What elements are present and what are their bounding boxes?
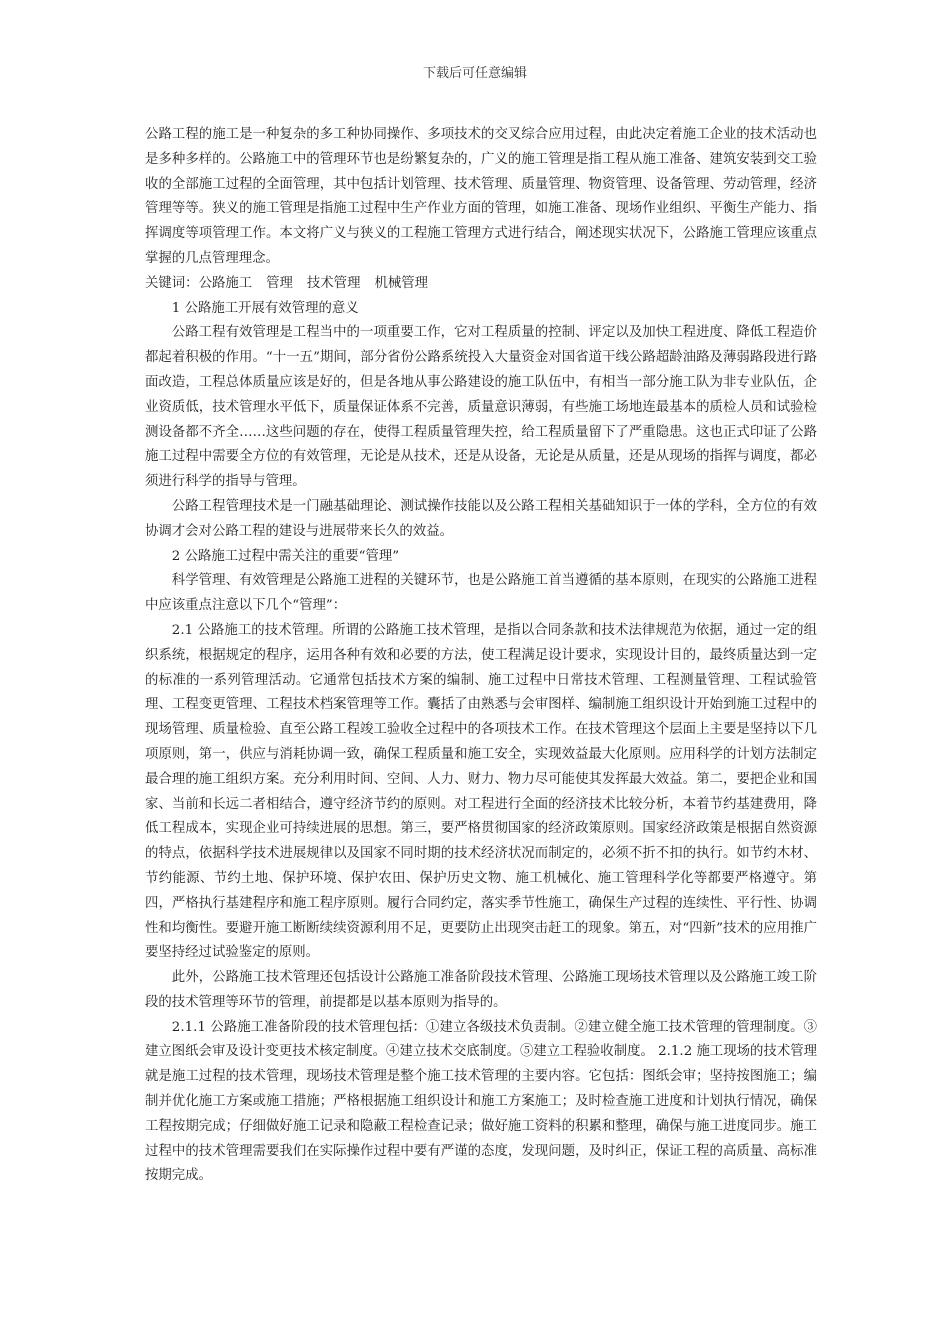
section-1-paragraph-1: 公路工程有效管理是工程当中的一项重要工作，它对工程质量的控制、评定以及加快工程进度、降低工程造价都起着积极的作用。“十一五”期间，部分省份公路系统投入大量资金对国省道干线公路超龄油路及薄弱路段进行路面改造，工程总体质量应该是好的，但是各地从事公路建设的施工队伍中，有相当一部分施工队为非专业队伍，企业资质低，技术管理水平低下，质量保证体系不完善，质量意识薄弱，有些施工场地连最基本的质检人员和试验检测设备都不齐全……这些问题的存在，使得工程质量管理失控，给工程质量留下了严重隐患。这也正式印证了公路施工过程中需要全方位的有效管理，无论是从技术，还是从设备，无论是从质量，还是从现场的指挥与调度，都必须进行科学的指导与管理。 bbox=[145, 325, 817, 490]
section-2-paragraph-1: 科学管理、有效管理是公路施工进程的关键环节，也是公路施工首当遵循的基本原则，在现实的公路施工进程中应该重点注意以下几个“管理”： bbox=[145, 573, 817, 614]
section-2-title: 2 公路施工过程中需关注的重要“管理” bbox=[171, 548, 400, 564]
page-header: 下载后可任意编辑 bbox=[422, 66, 527, 81]
section-2-1-extra-paragraph: 此外，公路施工技术管理还包括设计公路施工准备阶段技术管理、公路施工现场技术管理以及公路施工竣工阶段的技术管理等环节的管理，前提都是以基本原则为指导的。 bbox=[145, 970, 817, 1010]
abstract-paragraph: 公路工程的施工是一种复杂的多工种协同操作、多项技术的交叉综合应用过程，由此决定着施工企业的技术活动也是多种多样的。公路施工中的管理环节也是纷繁复杂的，广义的施工管理是指工程从施工准备、建筑安装到交工验收的全部施工过程的全面管理，其中包括计划管理、技术管理、质量管理、物资管理、设备管理、劳动管理，经济管理等等。狭义的施工管理是指施工过程中生产作业方面的管理，如施工准备、现场作业组织、平衡生产能力、指挥调度等项管理工作。本文将广义与狭义的工程施工管理方式进行结合，阐述现实状况下，公路施工管理应该重点掌握的几点管理理念。 bbox=[145, 127, 817, 266]
keyword-term: 机械管理 bbox=[374, 275, 429, 291]
keywords-label: 关键词： bbox=[145, 275, 199, 291]
keyword-term: 技术管理 bbox=[306, 275, 361, 291]
keywords-line bbox=[145, 272, 817, 297]
section-2-1-1-paragraph: 2.1.1 公路施工准备阶段的技术管理包括：①建立各级技术负责制。②建立健全施工技术管理的管理制度。③建立图纸会审及设计变更技术核定制度。④建立技术交底制度。⑤建立工程验收制度。 2.1.2 施工现场的技术管理就是施工过程的技术管理，现场技术管理是整个施工技术管理的主要内容。它包括：图纸会审；坚持按图施工；编制并优化施工方案或施工措施；严格根据施工组织设计和施工方案施工；及时检查施工进度和计划执行情况，确保工程按期完成；仔细做好施工记录和隐蔽工程检查记录；做好施工资料的积累和整理，确保与施工进度同步。施工过程中的技术管理需要我们在实际操作过程中要有严谨的态度，发现问题，及时纠正，保证工程的高质量、高标准按期完成。 bbox=[145, 1019, 817, 1184]
section-1-paragraph-2: 公路工程管理技术是一门融基础理论、测试操作技能以及公路工程相关基础知识于一体的学科，全方位的有效协调才会对公路工程的建设与进展带来长久的效益。 bbox=[145, 498, 817, 539]
keyword-term: 管理 bbox=[266, 275, 293, 291]
section-2-1-paragraph: 2.1 公路施工的技术管理。所谓的公路施工技术管理，是指以合同条款和技术法律规范为依据，通过一定的组织系统，根据规定的程序，运用各种有效和必要的方法，使工程满足设计要求，实现设计目的，最终质量达到一定的标准的一系列管理活动。它通常包括技术方案的编制、施工过程中日常技术管理、工程测量管理、工程试验管理、工程变更管理、工程技术档案管理等工作。囊括了由熟悉与会审图样、编制施工组织设计开始到施工过程中的现场管理、质量检验、直至公路工程竣工验收全过程中的各项技术工作。在技术管理这个层面上主要是坚持以下几项原则，第一，供应与消耗协调一致，确保工程质量和施工安全，实现效益最大化原则。应用科学的计划方法制定最合理的施工组织方案。充分利用时间、空间、人力、财力、物力尽可能使其发挥最大效益。第二，要把企业和国家、当前和长远二者相结合，遵守经济节约的原则。对工程进行全面的经济技术比较分析，本着节约基建费用，降低工程成本，实现企业可持续进展的思想。第三，要严格贯彻国家的经济政策原则。国家经济政策是根据自然资源的特点，依据科学技术进展规律以及国家不同时期的技术经济状况而制定的，必须不折不扣的执行。如节约木材、节约能源、节约土地、保护环境、保护农田、保护历史文物、施工机械化、施工管理科学化等都要严格遵守。第四，严格执行基建程序和施工程序原则。履行合同约定，落实季节性施工，确保生产过程的连续性、平行性、协调性和均衡性。要避开施工断断续续资源利用不足，更要防止出现突击赶工的现象。第五，对“四新”技术的应用推广要坚持经过试验鉴定的原则。 bbox=[145, 622, 817, 961]
keyword-term: 公路施工 bbox=[198, 275, 253, 291]
section-1-title: 1 公路施工开展有效管理的意义 bbox=[171, 300, 359, 316]
document-body bbox=[145, 123, 817, 1189]
